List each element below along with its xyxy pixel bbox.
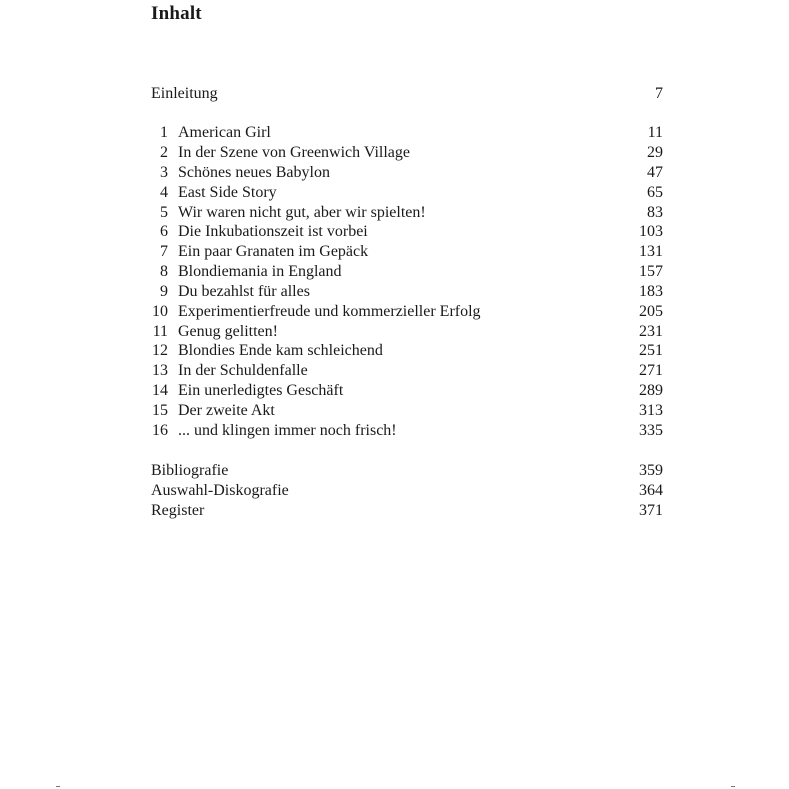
toc-entry-bibliography: [151, 461, 663, 481]
toc-entry-discography: [151, 481, 663, 501]
chapter-title: Blondiemania in England: [178, 263, 342, 280]
toc-chapter-row: [151, 401, 663, 421]
chapter-title: American Girl: [178, 124, 271, 141]
chapter-page: 205: [639, 303, 663, 320]
toc-entry-label: Register: [151, 502, 205, 519]
chapter-number: 12: [152, 342, 168, 359]
chapter-page: 83: [647, 204, 663, 221]
chapter-number: 2: [160, 144, 168, 161]
crop-mark-left: [56, 786, 60, 787]
chapter-title: East Side Story: [178, 184, 277, 201]
chapter-page: 11: [647, 124, 663, 141]
chapter-page: 271: [639, 362, 663, 379]
chapter-page: 313: [639, 402, 663, 419]
chapter-number: 15: [152, 402, 168, 419]
chapter-title: Ein unerledigtes Geschäft: [178, 382, 344, 399]
toc-chapter-row: [151, 163, 663, 183]
toc-chapter-row: [151, 222, 663, 242]
toc-entry-page: 7: [655, 85, 663, 102]
chapter-title: In der Szene von Greenwich Village: [178, 144, 410, 161]
toc-chapter-row: [151, 203, 663, 223]
chapter-page: 29: [647, 144, 663, 161]
chapter-number: 11: [152, 323, 168, 340]
toc-chapter-row: [151, 381, 663, 401]
toc-chapter-row: [151, 143, 663, 163]
toc-entry-page: 359: [639, 462, 663, 479]
chapter-title: ... und klingen immer noch frisch!: [178, 422, 397, 439]
chapter-title: In der Schuldenfalle: [178, 362, 308, 379]
toc-entry-register: [151, 501, 663, 521]
toc-chapter-row: [151, 262, 663, 282]
toc-entry-page: 371: [639, 502, 663, 519]
chapter-number: 3: [160, 164, 168, 181]
chapter-title: Schönes neues Babylon: [178, 164, 330, 181]
toc-chapter-row: [151, 282, 663, 302]
chapter-page: 251: [639, 342, 663, 359]
chapter-number: 1: [160, 124, 168, 141]
toc-chapter-row: [151, 421, 663, 441]
chapter-number: 16: [152, 422, 168, 439]
chapter-title: Wir waren nicht gut, aber wir spielten!: [178, 204, 426, 221]
toc-chapter-row: [151, 322, 663, 342]
chapter-number: 4: [160, 184, 168, 201]
chapter-title: Der zweite Akt: [178, 402, 275, 419]
chapter-title: Blondies Ende kam schleichend: [178, 342, 383, 359]
chapter-number: 9: [160, 283, 168, 300]
toc-entry-label: Einleitung: [151, 85, 218, 102]
chapter-title: Die Inkubationszeit ist vorbei: [178, 223, 368, 240]
toc-entry-page: 364: [639, 482, 663, 499]
chapter-number: 6: [160, 223, 168, 240]
chapter-page: 65: [647, 184, 663, 201]
chapter-number: 14: [152, 382, 168, 399]
chapter-title: Ein paar Granaten im Gepäck: [178, 243, 369, 260]
chapter-title: Du bezahlst für alles: [178, 283, 310, 300]
toc-entry-label: Bibliografie: [151, 462, 229, 479]
page-title: Inhalt: [151, 3, 202, 24]
chapter-number: 10: [152, 303, 168, 320]
chapter-page: 157: [639, 263, 663, 280]
toc-entry-intro: [151, 84, 663, 104]
toc-entry-label: Auswahl-Diskografie: [151, 482, 289, 499]
toc-chapter-row: [151, 123, 663, 143]
chapter-page: 183: [639, 283, 663, 300]
chapter-title: Experimentierfreude und kommerzieller Erfolg: [178, 303, 481, 320]
chapter-number: 7: [160, 243, 168, 260]
chapter-page: 289: [639, 382, 663, 399]
toc-chapter-row: [151, 183, 663, 203]
toc-chapter-row: [151, 302, 663, 322]
chapter-page: 47: [647, 164, 663, 181]
toc-chapter-row: [151, 242, 663, 262]
chapter-page: 231: [639, 323, 663, 340]
crop-mark-right: [731, 786, 735, 787]
chapter-number: 13: [152, 362, 168, 379]
chapter-title: Genug gelitten!: [178, 323, 278, 340]
chapter-page: 103: [639, 223, 663, 240]
chapter-number: 5: [160, 204, 168, 221]
toc-chapter-row: [151, 361, 663, 381]
chapter-page: 131: [639, 243, 663, 260]
chapter-page: 335: [639, 422, 663, 439]
chapter-number: 8: [160, 263, 168, 280]
toc-chapter-row: [151, 341, 663, 361]
